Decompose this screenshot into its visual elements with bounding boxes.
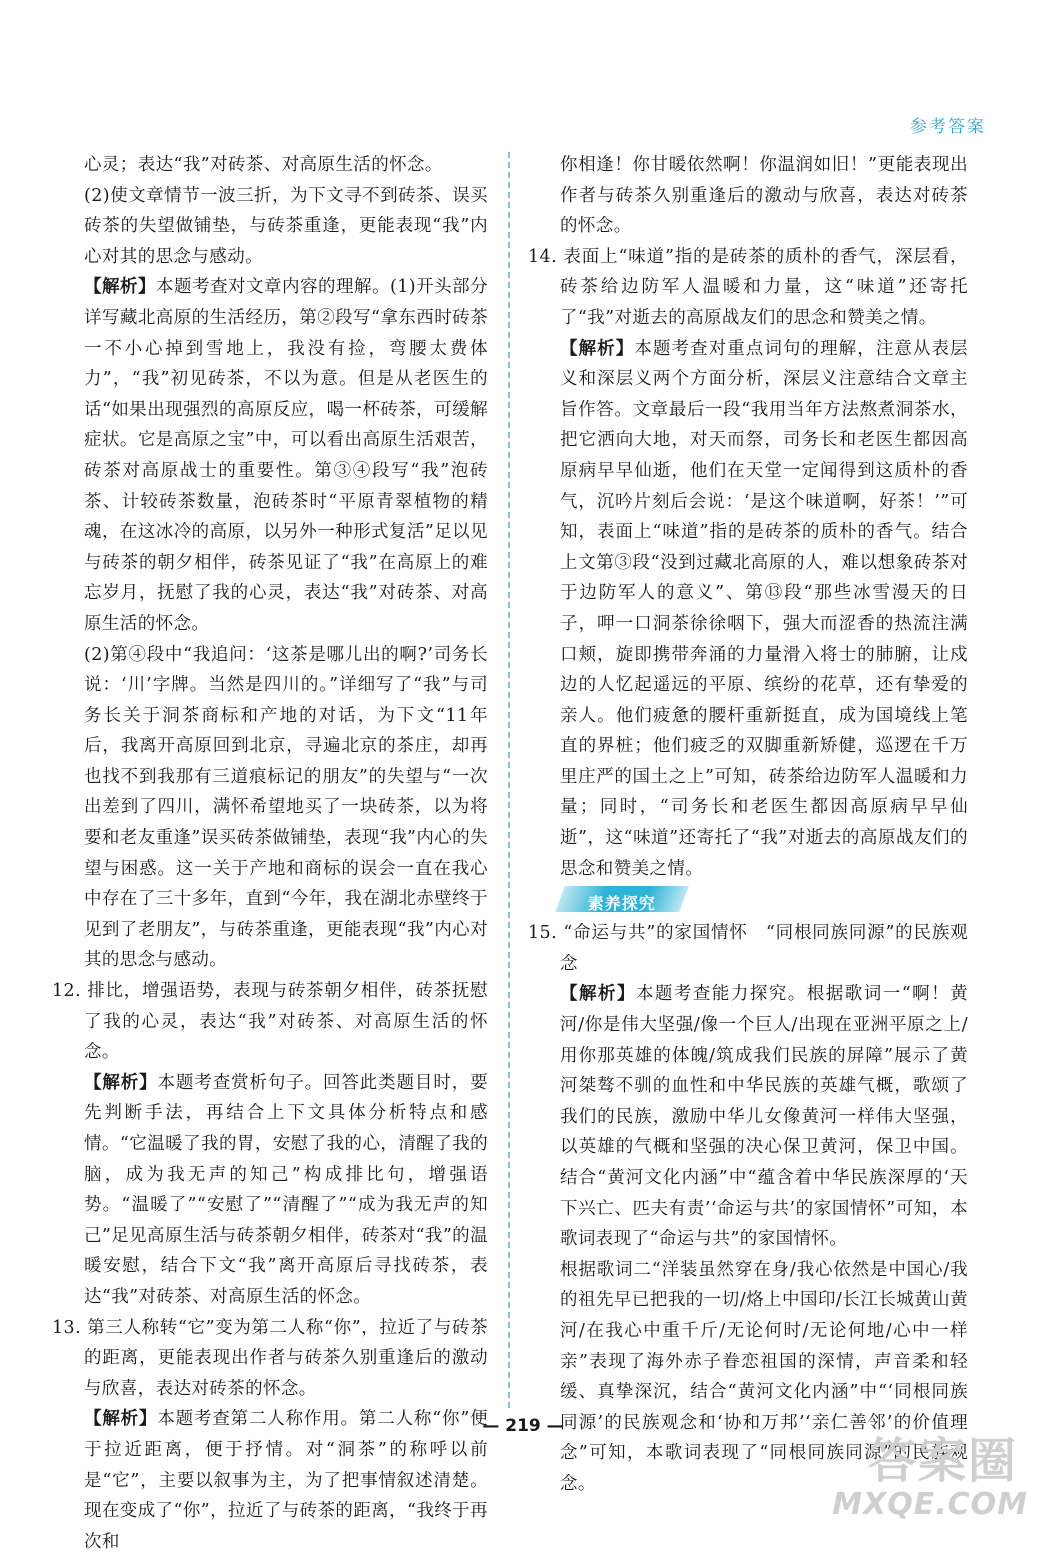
paragraph (528, 334, 968, 885)
paragraph-text: 本题考查能力探究。根据歌词一“啊！黄河/你是伟大坚强/像一个巨人/出现在亚洲平原之上/用你那英雄的体魄/筑成我们民族的屏障”展示了黄河桀骜不驯的血性和中华民族的英雄气概，歌颂了我们的民族，激励中华儿女像黄河一样伟大坚强，以英雄的气概和坚强的决心保卫黄河，保卫中国。结合“黄河文化内涵”中“蕴含着中华民族深厚的‘天下兴亡、匹夫有责’‘命运与共’的家国情怀”可知，本歌词表现了“命运与共”的家国情怀。 (560, 984, 968, 1250)
paragraph-text: (2)使文章情节一波三折，为下文寻不到砖茶、误买砖茶的失望做铺垫，与砖茶重逢，更能表现“我”内心对其的思念与感动。 (84, 185, 488, 267)
paragraph-text: 本题考查赏析句子。回答此类题目时，要先判断手法，再结合上下文具体分析特点和感情。“它温暖了我的胃，安慰了我的心，清醒了我的脑，成为我无声的知己”构成排比句，增强语势。“温暖了”“安慰了”“清醒了”“成为我无声的知己”足见高原生活与砖茶朝夕相伴，砖茶对“我”的温暖安慰，结合下文“我”离开高原后寻找砖茶，表达“我”对砖茶、对高原生活的怀念。 (84, 1072, 488, 1307)
paragraph-text: 15. “命运与共”的家国情怀 “同根同族同源”的民族观念 (528, 923, 968, 974)
paragraph (52, 640, 488, 977)
paragraph-text: 本题考查对重点词句的理解，注意从表层义和深层义两个方面分析，深层义注意结合文章主旨作答。文章最后一段“我用当年方法熬煮洞茶水，把它洒向大地，对天而祭，司务长和老医生都因高原病早早仙逝，他们在天堂一定闻得到这质朴的香气，沉吟片刻后会说：‘是这个味道啊，好茶！’”可知，表面上“味道”指的是砖茶的质朴的香气。结合上文第③段“没到过藏北高原的人，难以想象砖茶对于边防军人的意义”、第⑬段“那些冰雪漫天的日子，呷一口洞茶徐徐咽下，强大而涩香的热流注满口颊，旋即携带奔涌的力量滑入将士的肺腑，让戍边的人忆起遥远的平原、缤纷的花草，还有挚爱的亲人。他们疲惫的腰杆重新挺直，成为国境线上笔直的界桩；他们疲乏的双脚重新矫健，巡逻在千万里庄严的国土之上”可知，砖茶给边防军人温暖和力量；同时，“司务长和老医生都因高原病早早仙逝”，这“味道”还寄托了“我”对逝去的高原战友们的思念和赞美之情。 (560, 338, 968, 879)
analysis-label: 【解析】 (84, 277, 156, 298)
paragraph-text: 本题考查对文章内容的理解。(1)开头部分详写藏北高原的生活经历，第②段写“拿东西时砖茶一不小心掉到雪地上，我没有捡，弯腰太费体力”，“我”初见砖茶，不以为意。但是从老医生的话“如果出现强烈的高原反应，喝一杯砖茶，可缓解症状。它是高原之宝”中，可以看出高原生活艰苦，砖茶对高原战士的重要性。第③④段写“我”泡砖茶、计较砖茶数量，泡砖茶时“平原青翠植物的精魂，在这冰冷的高原，以另外一种形式复活”足以见与砖茶的朝夕相伴，砖茶见证了“我”在高原上的难忘岁月，抚慰了我的心灵，表达“我”对砖茶、对高原生活的怀念。 (84, 277, 488, 634)
watermark-url: MXQE.COM (832, 1487, 1028, 1522)
paragraph-text: 14. 表面上“味道”指的是砖茶的质朴的香气，深层看，砖茶给边防军人温暖和力量，这“味道”还寄托了“我”对逝去的高原战友们的思念和赞美之情。 (528, 246, 968, 328)
right-column (528, 150, 968, 1500)
analysis-label: 【解析】 (560, 984, 636, 1005)
column-divider (508, 152, 510, 1408)
paragraph-text: 13. 第三人称转“它”变为第二人称“你”，拉近了与砖茶的距离，更能表现出作者与砖茶久别重逢后的激动与欣喜，表达对砖茶的怀念。 (52, 1317, 488, 1399)
paragraph (52, 976, 488, 1068)
paragraph-text: 根据歌词二“洋装虽然穿在身/我心依然是中国心/我的祖先早已把我的一切/烙上中国印/长江长城黄山黄河/在我心中重千斤/无论何时/无论何地/心中一样亲”表现了海外赤子眷恋祖国的深情，声音柔和轻缓、真挚深沉，结合“黄河文化内涵”中“‘同根同族同源’的民族观念和‘协和万邦’‘亲仁善邻’的价值理念”可知，本歌词表现了“同根同族同源”的民族观念。 (560, 1259, 968, 1494)
right-column-top (528, 150, 968, 884)
watermark (832, 1422, 1028, 1522)
paragraph-text: 本题考查第二人称作用。第二人称“你”便于拉近距离，便于抒情。对“洞茶”的称呼以前是“它”，主要以叙事为主，为了把事情叙述清楚。现在变成了“你”，拉近了与砖茶的距离，“我终于再次和 (84, 1409, 488, 1552)
paragraph (528, 918, 968, 979)
paragraph (52, 1313, 488, 1405)
paragraph-text: 12. 排比，增强语势，表现与砖茶朝夕相伴，砖茶抚慰了我的心灵，表达“我”对砖茶、对高原生活的怀念。 (52, 981, 488, 1063)
paragraph (52, 181, 488, 273)
paragraph-text: (2)第④段中“我追问：‘这茶是哪儿出的啊?’司务长说：‘川’字牌。当然是四川的。”详细写了“我”与司务长关于洞茶商标和产地的对话，为下文“11年后，我离开高原回到北京，寻遍北京的茶庄，却再也找不到我那有三道痕标记的朋友”的失望与“一次出差到了四川，满怀希望地买了一块砖茶，以为将要和老友重逢”误买砖茶做铺垫，表现“我”内心的失望与困惑。这一关于产地和商标的误会一直在我心中存在了三十多年，直到“今年，我在湖北赤壁终于见到了老朋友”，与砖茶重逢，更能表现“我”内心对其的思念与感动。 (84, 644, 488, 971)
paragraph (52, 150, 488, 181)
section-header-label: 参考答案 (910, 117, 986, 137)
paragraph-text: 心灵；表达“我”对砖茶、对高原生活的怀念。 (84, 155, 443, 175)
paragraph-text: 你相逢！你甘暖依然啊！你温润如旧！”更能表现出作者与砖茶久别重逢后的激动与欣喜，表达对砖茶的怀念。 (560, 155, 968, 237)
analysis-label: 【解析】 (84, 1072, 158, 1093)
section-tab-label: 素养探究 (587, 894, 656, 914)
paragraph (528, 242, 968, 334)
paragraph (52, 272, 488, 639)
section-tab (560, 886, 684, 916)
paragraph (528, 150, 968, 242)
watermark-logo: 答案圈 (867, 1433, 1018, 1489)
paragraph (528, 979, 968, 1254)
analysis-label: 【解析】 (560, 338, 635, 359)
right-column-bottom (528, 918, 968, 1499)
page-number: — 219 — (482, 1416, 564, 1436)
paragraph (52, 1068, 488, 1313)
analysis-label: 【解析】 (84, 1409, 158, 1430)
left-column (52, 150, 488, 1557)
